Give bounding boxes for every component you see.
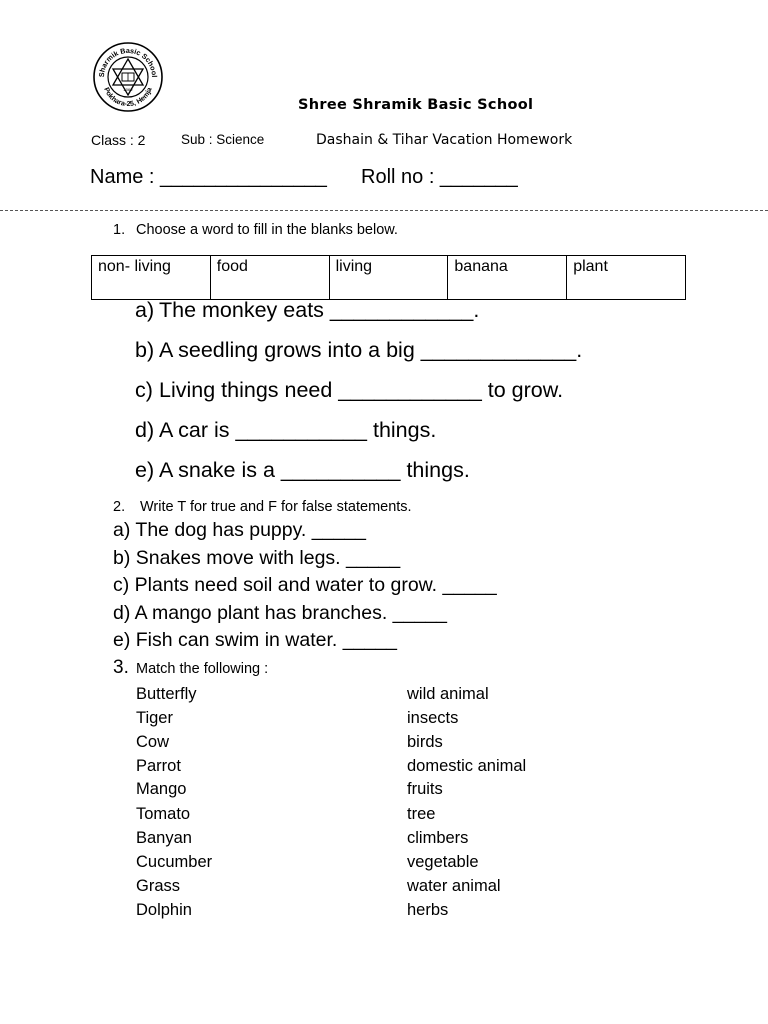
match-left-item: Dolphin (136, 901, 192, 919)
match-left-item: Parrot (136, 757, 181, 775)
match-left-item: Banyan (136, 829, 192, 847)
word-bank-cell: plant (567, 256, 686, 300)
true-false-item: c) Plants need soil and water to grow. _____ (113, 574, 497, 596)
q3-instruction: Match the following : (136, 661, 269, 677)
school-name: Shree Shramik Basic School (298, 97, 534, 113)
match-left-item: Grass (136, 877, 181, 895)
logo-text-bottom: Pokhara-25, Hemja (102, 86, 154, 109)
roll-field: Roll no : _______ (361, 166, 518, 188)
fill-item-text: A seedling grows into a big _____________. (159, 338, 583, 362)
match-left-item: Cow (136, 733, 170, 751)
match-right-item: fruits (407, 780, 443, 798)
q3-number: 3. (113, 657, 129, 678)
fill-item-label: c) (135, 378, 153, 402)
fill-item (135, 418, 436, 443)
match-left-item: Cucumber (136, 853, 213, 871)
word-bank-cell: banana (448, 256, 567, 300)
name-field: Name : _______________ (90, 166, 327, 188)
match-right-item: domestic animal (407, 757, 527, 775)
homework-title: Dashain & Tihar Vacation Homework (316, 132, 573, 148)
fill-item-text: A snake is a __________ things. (159, 458, 470, 482)
q2-instruction: Write T for true and F for false statements. (140, 499, 412, 515)
q1-instruction: Choose a word to fill in the blanks below. (136, 222, 398, 238)
q2-number: 2. (113, 499, 126, 515)
fill-item-text: The monkey eats ____________. (159, 298, 480, 322)
match-right-item: climbers (407, 829, 469, 847)
match-left-item: Tiger (136, 709, 173, 727)
match-left-item: Butterfly (136, 685, 197, 703)
match-right-item: tree (407, 805, 436, 823)
match-right-item: birds (407, 733, 443, 751)
fill-item-text: A car is ___________ things. (159, 418, 437, 442)
match-left-item: Tomato (136, 805, 191, 823)
match-right-item: wild animal (407, 685, 489, 703)
fill-item (135, 298, 479, 323)
fill-item-label: b) (135, 338, 155, 362)
fill-item-label: d) (135, 418, 155, 442)
word-bank-cell: living (329, 256, 448, 300)
true-false-item: d) A mango plant has branches. _____ (113, 602, 447, 624)
fill-item (135, 338, 582, 363)
fill-item-label: e) (135, 458, 155, 482)
logo-year: 2069 (123, 87, 133, 92)
match-right-item: vegetable (407, 853, 479, 871)
true-false-item: b) Snakes move with legs. _____ (113, 547, 401, 569)
fill-item (135, 378, 563, 403)
true-false-item: a) The dog has puppy. _____ (113, 519, 366, 541)
word-bank-cell: non- living (92, 256, 211, 300)
logo-text-top: Sharmik Basic School (96, 45, 160, 78)
fill-item (135, 458, 470, 483)
match-left-item: Mango (136, 780, 187, 798)
word-bank-cell: food (210, 256, 329, 300)
match-right-item: water animal (407, 877, 501, 895)
fill-item-text: Living things need ____________ to grow. (159, 378, 564, 402)
subject-label: Sub : Science (181, 132, 265, 147)
dashed-cut-line (0, 210, 768, 211)
true-false-item: e) Fish can swim in water. _____ (113, 629, 397, 651)
school-logo (92, 41, 164, 113)
match-right-item: insects (407, 709, 459, 727)
word-bank-table (91, 255, 686, 300)
class-label: Class : 2 (91, 132, 146, 148)
q1-number: 1. (113, 222, 126, 238)
fill-item-label: a) (135, 298, 155, 322)
match-right-item: herbs (407, 901, 449, 919)
